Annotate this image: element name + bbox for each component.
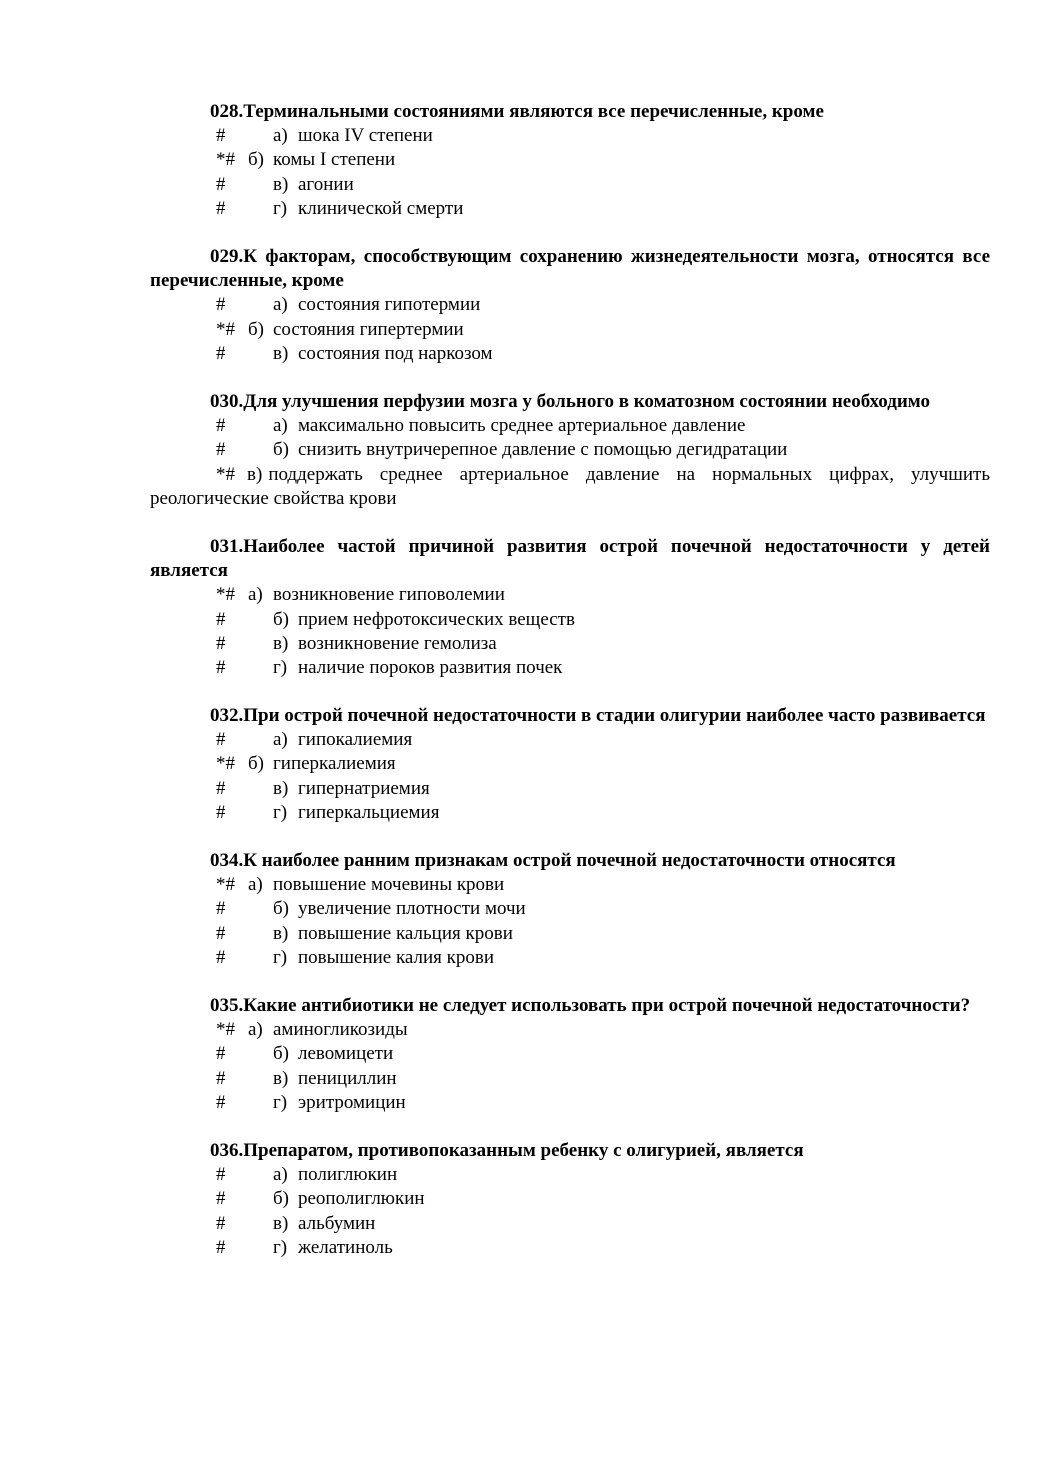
answer-marker: # xyxy=(216,439,226,461)
answer-letter: в) xyxy=(273,632,289,654)
answer-marker: # xyxy=(216,1188,226,1210)
answer-letter: б) xyxy=(273,439,289,461)
answer-marker: # xyxy=(216,632,226,654)
answer-marker: *# xyxy=(216,584,235,606)
question-text: 036.Препаратом, противопоказанным ребенку с олигурией, является xyxy=(210,1139,804,1161)
answer-letter: а) xyxy=(273,415,288,437)
answer-marker: # xyxy=(216,197,226,219)
answer-letter: б) xyxy=(273,1043,289,1065)
answer-option xyxy=(150,608,990,632)
answer-marker: # xyxy=(216,342,226,364)
answer-text: гиперкальциемия xyxy=(298,801,440,823)
answer-marker: *# xyxy=(216,463,235,485)
answer-text: клинической смерти xyxy=(298,197,464,219)
answer-marker: # xyxy=(216,1067,226,1089)
answer-option-correct xyxy=(150,583,990,607)
answer-letter: г) xyxy=(273,946,288,968)
answer-letter: г) xyxy=(273,1091,288,1113)
answer-marker: # xyxy=(216,729,226,751)
answer-marker: # xyxy=(216,777,226,799)
answer-text: аминогликозиды xyxy=(273,1019,408,1041)
answer-letter: а) xyxy=(273,729,288,751)
answer-text: реополиглюкин xyxy=(298,1188,425,1210)
answer-option xyxy=(150,1163,990,1187)
answer-text: повышение мочевины крови xyxy=(273,874,505,896)
answer-letter: в) xyxy=(273,1212,289,1234)
answer-option xyxy=(150,414,990,438)
answer-option xyxy=(150,777,990,801)
answer-letter: б) xyxy=(248,318,264,340)
answer-option xyxy=(150,124,990,148)
question-block xyxy=(150,1139,990,1260)
question-text: 034.К наиболее ранним признакам острой почечной недостаточности относятся xyxy=(210,850,896,872)
answer-marker: *# xyxy=(216,874,235,896)
answer-letter: а) xyxy=(273,1164,288,1186)
answer-text: максимально повысить среднее артериальное давление xyxy=(298,415,746,437)
answer-text: повышение калия крови xyxy=(298,946,495,968)
answer-marker: *# xyxy=(216,318,235,340)
answer-text: альбумин xyxy=(298,1212,376,1234)
question-text: 028.Терминальными состояниями являются все перечисленные, кроме xyxy=(210,101,824,122)
answer-marker: # xyxy=(216,415,226,437)
answer-text: возникновение гемолиза xyxy=(298,632,497,654)
answer-letter: в) xyxy=(273,777,289,799)
answer-letter: г) xyxy=(273,801,288,823)
answer-marker: # xyxy=(216,1164,226,1186)
answer-text: агонии xyxy=(298,173,354,195)
answer-letter: б) xyxy=(273,608,289,630)
answer-marker: # xyxy=(216,125,226,147)
answer-marker: # xyxy=(216,294,226,316)
answer-option xyxy=(150,946,990,970)
answer-letter: б) xyxy=(273,898,289,920)
answer-letter: б) xyxy=(248,149,264,171)
answer-option xyxy=(150,1236,990,1260)
answer-letter: в) xyxy=(247,463,263,485)
answer-marker: # xyxy=(216,1043,226,1065)
answer-option-correct xyxy=(150,463,990,511)
answer-letter: а) xyxy=(273,294,288,316)
answer-letter: в) xyxy=(273,173,289,195)
answer-text: левомицети xyxy=(298,1043,394,1065)
answer-letter: г) xyxy=(273,1236,288,1258)
answer-marker: # xyxy=(216,1091,226,1113)
answer-letter: б) xyxy=(248,753,264,775)
answer-text: гиперкалиемия xyxy=(273,753,396,775)
answer-marker: # xyxy=(216,898,226,920)
answer-option xyxy=(150,438,990,462)
answer-option xyxy=(150,342,990,366)
answer-option xyxy=(150,173,990,197)
answer-option xyxy=(150,293,990,317)
answer-marker: *# xyxy=(216,149,235,171)
answer-marker: # xyxy=(216,801,226,823)
answer-text: состояния под наркозом xyxy=(298,342,493,364)
question-block xyxy=(150,100,990,221)
answer-option xyxy=(150,632,990,656)
question-block xyxy=(150,245,990,366)
answer-text: эритромицин xyxy=(298,1091,406,1113)
answer-option xyxy=(150,1091,990,1115)
answer-marker: *# xyxy=(216,1019,235,1041)
answer-text: гипернатриемия xyxy=(298,777,430,799)
answer-letter: а) xyxy=(248,1019,263,1041)
answer-marker: # xyxy=(216,922,226,944)
answer-option xyxy=(150,922,990,946)
answer-marker: # xyxy=(216,173,226,195)
answer-marker: *# xyxy=(216,753,235,775)
answer-marker: # xyxy=(216,946,226,968)
answer-marker: # xyxy=(216,1236,226,1258)
question-text: 032.При острой почечной недостаточности в стадии олигурии наиболее часто развивается xyxy=(210,705,986,727)
answer-text: гипокалиемия xyxy=(298,729,413,751)
answer-letter: в) xyxy=(273,1067,289,1089)
question-block xyxy=(150,390,990,511)
answer-text: прием нефротоксических веществ xyxy=(298,608,575,630)
answer-text: наличие пороков развития почек xyxy=(298,656,563,678)
answer-marker: # xyxy=(216,1212,226,1234)
answer-text: повышение кальция крови xyxy=(298,922,513,944)
answer-option-correct xyxy=(150,318,990,342)
question-block xyxy=(150,994,990,1115)
answer-text: шока IV степени xyxy=(298,125,433,147)
answer-text: увеличение плотности мочи xyxy=(298,898,526,920)
answer-text: возникновение гиповолемии xyxy=(273,584,505,606)
answer-letter: б) xyxy=(273,1188,289,1210)
answer-letter: а) xyxy=(248,874,263,896)
answer-letter: в) xyxy=(273,342,289,364)
question-text: 035.Какие антибиотики не следует использовать при острой почечной недостаточности? xyxy=(210,994,971,1016)
answer-option-correct xyxy=(150,752,990,776)
answer-option xyxy=(150,1187,990,1211)
answer-option xyxy=(150,1067,990,1091)
answer-option xyxy=(150,1042,990,1066)
answer-text: желатиноль xyxy=(298,1236,393,1258)
question-block xyxy=(150,849,990,970)
answer-option xyxy=(150,801,990,825)
answer-option xyxy=(150,1212,990,1236)
answer-option xyxy=(150,897,990,921)
answer-option xyxy=(150,656,990,680)
question-text: 030.Для улучшения перфузии мозга у больного в коматозном состоянии необходимо xyxy=(210,390,930,412)
question-block xyxy=(150,704,990,825)
answer-letter: а) xyxy=(273,125,288,147)
answer-text: комы I степени xyxy=(273,149,396,171)
answer-option-correct xyxy=(150,873,990,897)
answer-option-correct xyxy=(150,1018,990,1042)
answer-text: пенициллин xyxy=(298,1067,397,1089)
answer-letter: г) xyxy=(273,656,288,678)
question-text: 031.Наиболее частой причиной развития острой почечной недостаточности у детей является xyxy=(150,535,990,582)
answer-letter: г) xyxy=(273,197,288,219)
answer-option xyxy=(150,728,990,752)
answer-text: состояния гипертермии xyxy=(273,318,464,340)
answer-letter: а) xyxy=(248,584,263,606)
answer-marker: # xyxy=(216,608,226,630)
answer-letter: в) xyxy=(273,922,289,944)
test-page xyxy=(150,100,990,1284)
answer-option-correct xyxy=(150,148,990,172)
question-text: 029.К факторам, способствующим сохранению жизнедеятельности мозга, относятся все перечисленные, кроме xyxy=(150,245,990,292)
answer-option xyxy=(150,197,990,221)
answer-text: поддержать среднее артериальное давление на нормальных цифрах, улучшить реологические свойства крови xyxy=(150,463,990,509)
answer-text: снизить внутричерепное давление с помощью дегидратации xyxy=(298,439,788,461)
question-block xyxy=(150,535,990,680)
answer-text: состояния гипотермии xyxy=(298,294,481,316)
answer-marker: # xyxy=(216,656,226,678)
answer-text: полиглюкин xyxy=(298,1164,398,1186)
